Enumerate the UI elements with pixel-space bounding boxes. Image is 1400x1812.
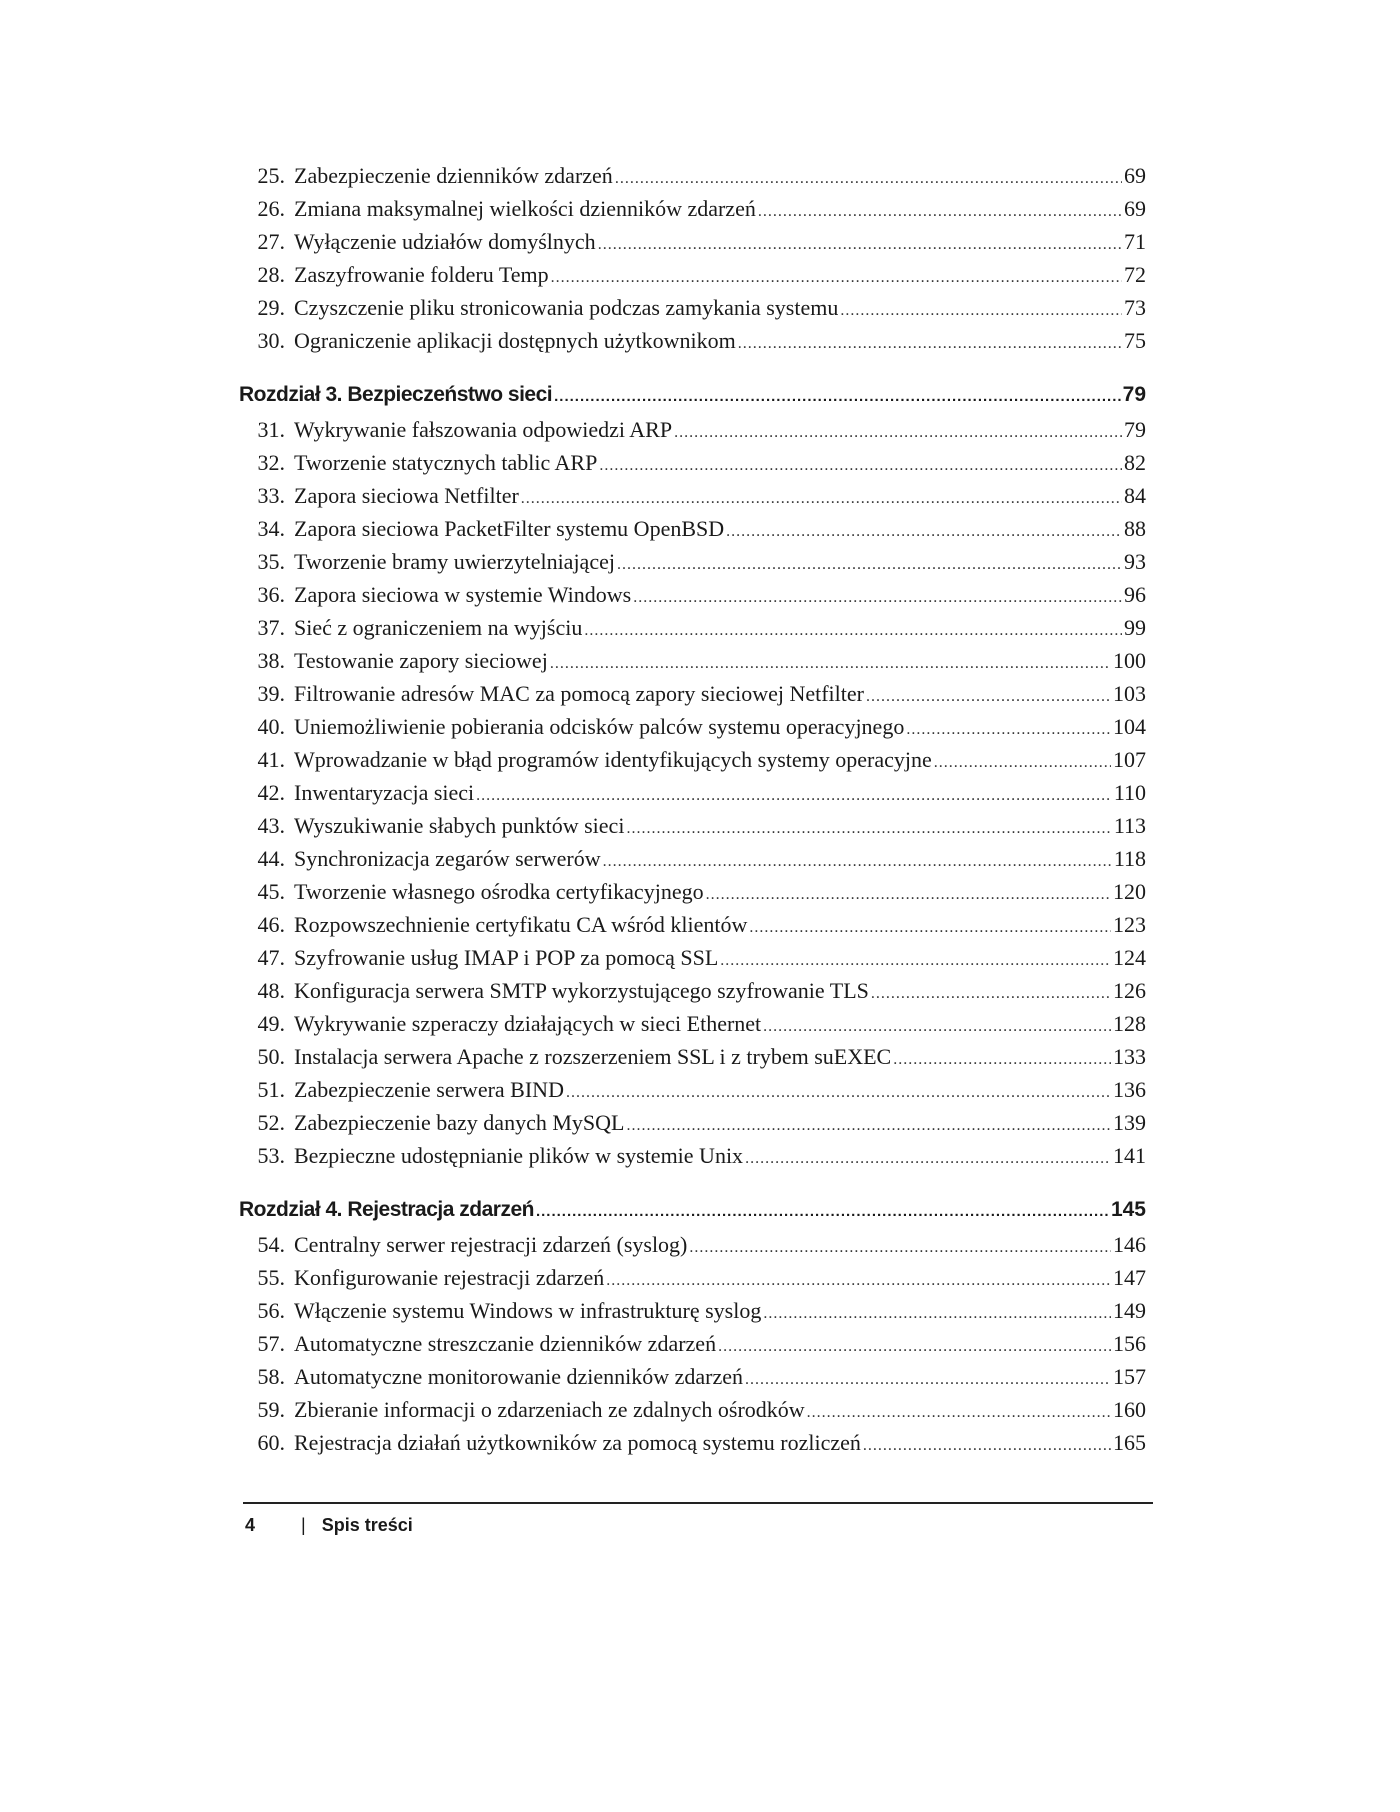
entry-title: Sieć z ograniczeniem na wyjściu <box>294 615 583 640</box>
entry-title: Konfiguracja serwera SMTP wykorzystującego szyfrowanie TLS <box>294 978 869 1003</box>
entry-page-number: 126 <box>1113 978 1146 1003</box>
entry-title: Inwentaryzacja sieci <box>294 780 475 805</box>
toc-entry[interactable] <box>243 1228 1146 1261</box>
entry-title: Synchronizacja zegarów serwerów <box>294 846 601 871</box>
entry-page-number: 124 <box>1113 945 1146 970</box>
entry-title: Rozpowszechnienie certyfikatu CA wśród klientów <box>294 912 748 937</box>
entry-title: Tworzenie bramy uwierzytelniającej <box>294 549 615 574</box>
entry-number: 29. <box>257 295 285 320</box>
toc-entry[interactable] <box>243 159 1146 192</box>
toc-entry[interactable] <box>243 1040 1146 1073</box>
dot-leader <box>603 845 1112 878</box>
toc-entry[interactable] <box>243 578 1146 611</box>
entry-title: Wyłączenie udziałów domyślnych <box>294 229 596 254</box>
dot-leader <box>536 1193 1109 1230</box>
entry-page-number: 141 <box>1113 1143 1146 1168</box>
dot-leader <box>674 416 1122 449</box>
toc-entry[interactable] <box>243 1106 1146 1139</box>
entry-page-number: 84 <box>1124 483 1146 508</box>
toc-section <box>243 159 1146 357</box>
dot-leader <box>893 1043 1111 1076</box>
entry-title: Testowanie zapory sieciowej <box>294 648 548 673</box>
entry-page-number: 107 <box>1113 747 1146 772</box>
entry-page-number: 82 <box>1124 450 1146 475</box>
entry-title: Centralny serwer rejestracji zdarzeń (syslog) <box>294 1232 688 1257</box>
entry-number: 53. <box>257 1143 285 1168</box>
entry-number: 43. <box>257 813 285 838</box>
entry-title: Bezpieczne udostępnianie plików w systemie Unix <box>294 1143 744 1168</box>
entry-page-number: 88 <box>1124 516 1146 541</box>
dot-leader <box>554 378 1121 415</box>
dot-leader <box>689 1231 1111 1264</box>
dot-leader <box>626 1109 1111 1142</box>
footer-page-number: 4 <box>245 1515 256 1535</box>
entry-page-number: 120 <box>1113 879 1146 904</box>
chapter-title: Rozdział 4. Rejestracja zdarzeń <box>239 1198 534 1221</box>
entry-number: 56. <box>257 1298 285 1323</box>
entry-title: Zapora sieciowa w systemie Windows <box>294 582 632 607</box>
dot-leader <box>720 944 1111 977</box>
dot-leader <box>763 1297 1111 1330</box>
dot-leader <box>718 1330 1111 1363</box>
chapter-heading[interactable] <box>239 376 1146 413</box>
entry-page-number: 133 <box>1113 1044 1146 1069</box>
entry-page-number: 110 <box>1113 780 1146 805</box>
table-of-contents <box>239 159 1146 1478</box>
entry-title: Szyfrowanie usług IMAP i POP za pomocą SSL <box>294 945 719 970</box>
dot-leader <box>906 713 1111 746</box>
entry-page-number: 147 <box>1113 1265 1146 1290</box>
toc-entry[interactable] <box>243 413 1146 446</box>
entry-page-number: 156 <box>1113 1331 1146 1356</box>
entry-title: Instalacja serwera Apache z rozszerzeniem SSL i z trybem suEXEC <box>294 1044 892 1069</box>
toc-entry[interactable] <box>243 611 1146 644</box>
toc-entry[interactable] <box>243 941 1146 974</box>
entry-page-number: 160 <box>1113 1397 1146 1422</box>
entry-title: Wprowadzanie w błąd programów identyfikujących systemy operacyjne <box>294 747 932 772</box>
toc-entry[interactable] <box>243 743 1146 776</box>
dot-leader <box>934 746 1111 779</box>
entry-number: 59. <box>257 1397 285 1422</box>
dot-leader <box>866 680 1111 713</box>
toc-entry[interactable] <box>243 479 1146 512</box>
entry-number: 49. <box>257 1011 285 1036</box>
toc-entry[interactable] <box>243 446 1146 479</box>
entry-number: 26. <box>257 196 285 221</box>
toc-section <box>239 376 1146 1172</box>
entry-number: 51. <box>257 1077 285 1102</box>
dot-leader <box>598 228 1122 261</box>
toc-entry[interactable] <box>243 291 1146 324</box>
chapter-title: Rozdział 3. Bezpieczeństwo sieci <box>239 383 553 406</box>
entry-page-number: 103 <box>1113 681 1146 706</box>
toc-entry[interactable] <box>243 1294 1146 1327</box>
chapter-page-number: 145 <box>1110 1198 1146 1221</box>
entry-page-number: 165 <box>1113 1430 1146 1455</box>
dot-leader <box>745 1363 1111 1396</box>
entry-title: Wykrywanie szperaczy działających w sieci Ethernet <box>294 1011 762 1036</box>
toc-entry[interactable] <box>243 776 1146 809</box>
entry-number: 37. <box>257 615 285 640</box>
entry-title: Automatyczne streszczanie dzienników zdarzeń <box>294 1331 717 1356</box>
entry-number: 54. <box>257 1232 285 1257</box>
page-footer <box>245 1512 413 1538</box>
entry-title: Włączenie systemu Windows w infrastrukturę syslog <box>294 1298 762 1323</box>
entry-number: 40. <box>257 714 285 739</box>
toc-entry[interactable] <box>243 974 1146 1007</box>
entry-title: Rejestracja działań użytkowników za pomocą systemu rozliczeń <box>294 1430 861 1455</box>
entry-page-number: 139 <box>1113 1110 1146 1135</box>
dot-leader <box>749 911 1111 944</box>
entry-number: 42. <box>257 780 285 805</box>
toc-entry[interactable] <box>243 225 1146 258</box>
entry-number: 39. <box>257 681 285 706</box>
entry-number: 55. <box>257 1265 285 1290</box>
dot-leader <box>615 162 1122 195</box>
entry-number: 35. <box>257 549 285 574</box>
dot-leader <box>521 482 1122 515</box>
entry-page-number: 104 <box>1113 714 1146 739</box>
entry-page-number: 71 <box>1124 229 1146 254</box>
toc-entry[interactable] <box>243 1327 1146 1360</box>
entry-number: 25. <box>257 163 285 188</box>
entry-title: Wyszukiwanie słabych punktów sieci <box>294 813 625 838</box>
entry-number: 28. <box>257 262 285 287</box>
entry-title: Tworzenie statycznych tablic ARP <box>294 450 598 475</box>
entry-number: 58. <box>257 1364 285 1389</box>
entry-number: 41. <box>257 747 285 772</box>
entry-page-number: 93 <box>1124 549 1146 574</box>
entry-number: 52. <box>257 1110 285 1135</box>
toc-entry[interactable] <box>243 258 1146 291</box>
toc-entry[interactable] <box>243 677 1146 710</box>
toc-entry[interactable] <box>243 1073 1146 1106</box>
toc-entry[interactable] <box>243 1360 1146 1393</box>
entry-page-number: 149 <box>1113 1298 1146 1323</box>
dot-leader <box>626 812 1111 845</box>
chapter-page-number: 79 <box>1122 383 1146 406</box>
toc-entry[interactable] <box>243 710 1146 743</box>
entry-number: 30. <box>257 328 285 353</box>
entry-title: Tworzenie własnego ośrodka certyfikacyjnego <box>294 879 704 904</box>
entry-number: 27. <box>257 229 285 254</box>
entry-number: 60. <box>257 1430 285 1455</box>
entry-page-number: 123 <box>1113 912 1146 937</box>
entry-page-number: 72 <box>1124 262 1146 287</box>
entry-page-number: 100 <box>1113 648 1146 673</box>
entry-page-number: 69 <box>1124 196 1146 221</box>
entry-number: 32. <box>257 450 285 475</box>
dot-leader <box>550 647 1111 680</box>
entry-page-number: 99 <box>1124 615 1146 640</box>
entry-title: Zapora sieciowa Netfilter <box>294 483 519 508</box>
toc-entry[interactable] <box>243 809 1146 842</box>
entry-number: 57. <box>257 1331 285 1356</box>
entry-title: Zbieranie informacji o zdarzeniach ze zdalnych ośrodków <box>294 1397 805 1422</box>
dot-leader <box>726 515 1122 548</box>
entry-number: 34. <box>257 516 285 541</box>
entry-number: 50. <box>257 1044 285 1069</box>
dot-leader <box>840 294 1122 327</box>
footer-section-title: Spis treści <box>321 1515 413 1535</box>
dot-leader <box>584 614 1122 647</box>
entry-title: Konfigurowanie rejestracji zdarzeń <box>294 1265 605 1290</box>
entry-number: 45. <box>257 879 285 904</box>
dot-leader <box>745 1142 1111 1175</box>
dot-leader <box>706 878 1111 911</box>
entry-page-number: 79 <box>1124 417 1146 442</box>
entry-number: 33. <box>257 483 285 508</box>
dot-leader <box>617 548 1122 581</box>
toc-entry[interactable] <box>243 1261 1146 1294</box>
entry-page-number: 157 <box>1113 1364 1146 1389</box>
dot-leader <box>606 1264 1111 1297</box>
entry-page-number: 113 <box>1113 813 1146 838</box>
entry-page-number: 128 <box>1113 1011 1146 1036</box>
entry-number: 31. <box>257 417 285 442</box>
entry-page-number: 146 <box>1113 1232 1146 1257</box>
entry-title: Uniemożliwienie pobierania odcisków palców systemu operacyjnego <box>294 714 905 739</box>
toc-entry[interactable] <box>243 644 1146 677</box>
entry-number: 47. <box>257 945 285 970</box>
entry-title: Ograniczenie aplikacji dostępnych użytkownikom <box>294 328 736 353</box>
entry-page-number: 73 <box>1124 295 1146 320</box>
toc-entry[interactable] <box>243 1393 1146 1426</box>
dot-leader <box>476 779 1112 812</box>
entry-title: Filtrowanie adresów MAC za pomocą zapory sieciowej Netfilter <box>294 681 864 706</box>
chapter-heading[interactable] <box>239 1191 1146 1228</box>
toc-entry[interactable] <box>243 512 1146 545</box>
dot-leader <box>551 261 1122 294</box>
toc-entry[interactable] <box>243 875 1146 908</box>
toc-entry[interactable] <box>243 1139 1146 1172</box>
dot-leader <box>758 195 1122 228</box>
toc-section <box>239 1191 1146 1459</box>
toc-entry[interactable] <box>243 324 1146 357</box>
entry-title: Zabezpieczenie dzienników zdarzeń <box>294 163 613 188</box>
entry-title: Zabezpieczenie serwera BIND <box>294 1077 564 1102</box>
entry-title: Automatyczne monitorowanie dzienników zdarzeń <box>294 1364 744 1389</box>
entry-title: Wykrywanie fałszowania odpowiedzi ARP <box>294 417 673 442</box>
entry-page-number: 96 <box>1124 582 1146 607</box>
entry-page-number: 118 <box>1113 846 1146 871</box>
entry-title: Czyszczenie pliku stronicowania podczas zamykania systemu <box>294 295 839 320</box>
entry-page-number: 136 <box>1113 1077 1146 1102</box>
dot-leader <box>871 977 1111 1010</box>
entry-title: Zaszyfrowanie folderu Temp <box>294 262 549 287</box>
entry-title: Zabezpieczenie bazy danych MySQL <box>294 1110 625 1135</box>
entry-page-number: 69 <box>1124 163 1146 188</box>
toc-entry[interactable] <box>243 842 1146 875</box>
footer-separator: | <box>301 1515 306 1535</box>
entry-title: Zmiana maksymalnej wielkości dzienników zdarzeń <box>294 196 756 221</box>
entry-number: 36. <box>257 582 285 607</box>
dot-leader <box>566 1076 1111 1109</box>
footer-rule <box>243 1502 1153 1504</box>
toc-entry[interactable] <box>243 908 1146 941</box>
dot-leader <box>763 1010 1111 1043</box>
dot-leader <box>738 327 1122 360</box>
toc-entry[interactable] <box>243 192 1146 225</box>
dot-leader <box>633 581 1122 614</box>
entry-number: 38. <box>257 648 285 673</box>
entry-number: 46. <box>257 912 285 937</box>
dot-leader <box>863 1429 1111 1462</box>
entry-title: Zapora sieciowa PacketFilter systemu OpenBSD <box>294 516 725 541</box>
entry-number: 48. <box>257 978 285 1003</box>
dot-leader <box>599 449 1122 482</box>
entry-number: 44. <box>257 846 285 871</box>
dot-leader <box>807 1396 1111 1429</box>
entry-page-number: 75 <box>1124 328 1146 353</box>
toc-entry[interactable] <box>243 545 1146 578</box>
toc-entry[interactable] <box>243 1007 1146 1040</box>
toc-entry[interactable] <box>243 1426 1146 1459</box>
